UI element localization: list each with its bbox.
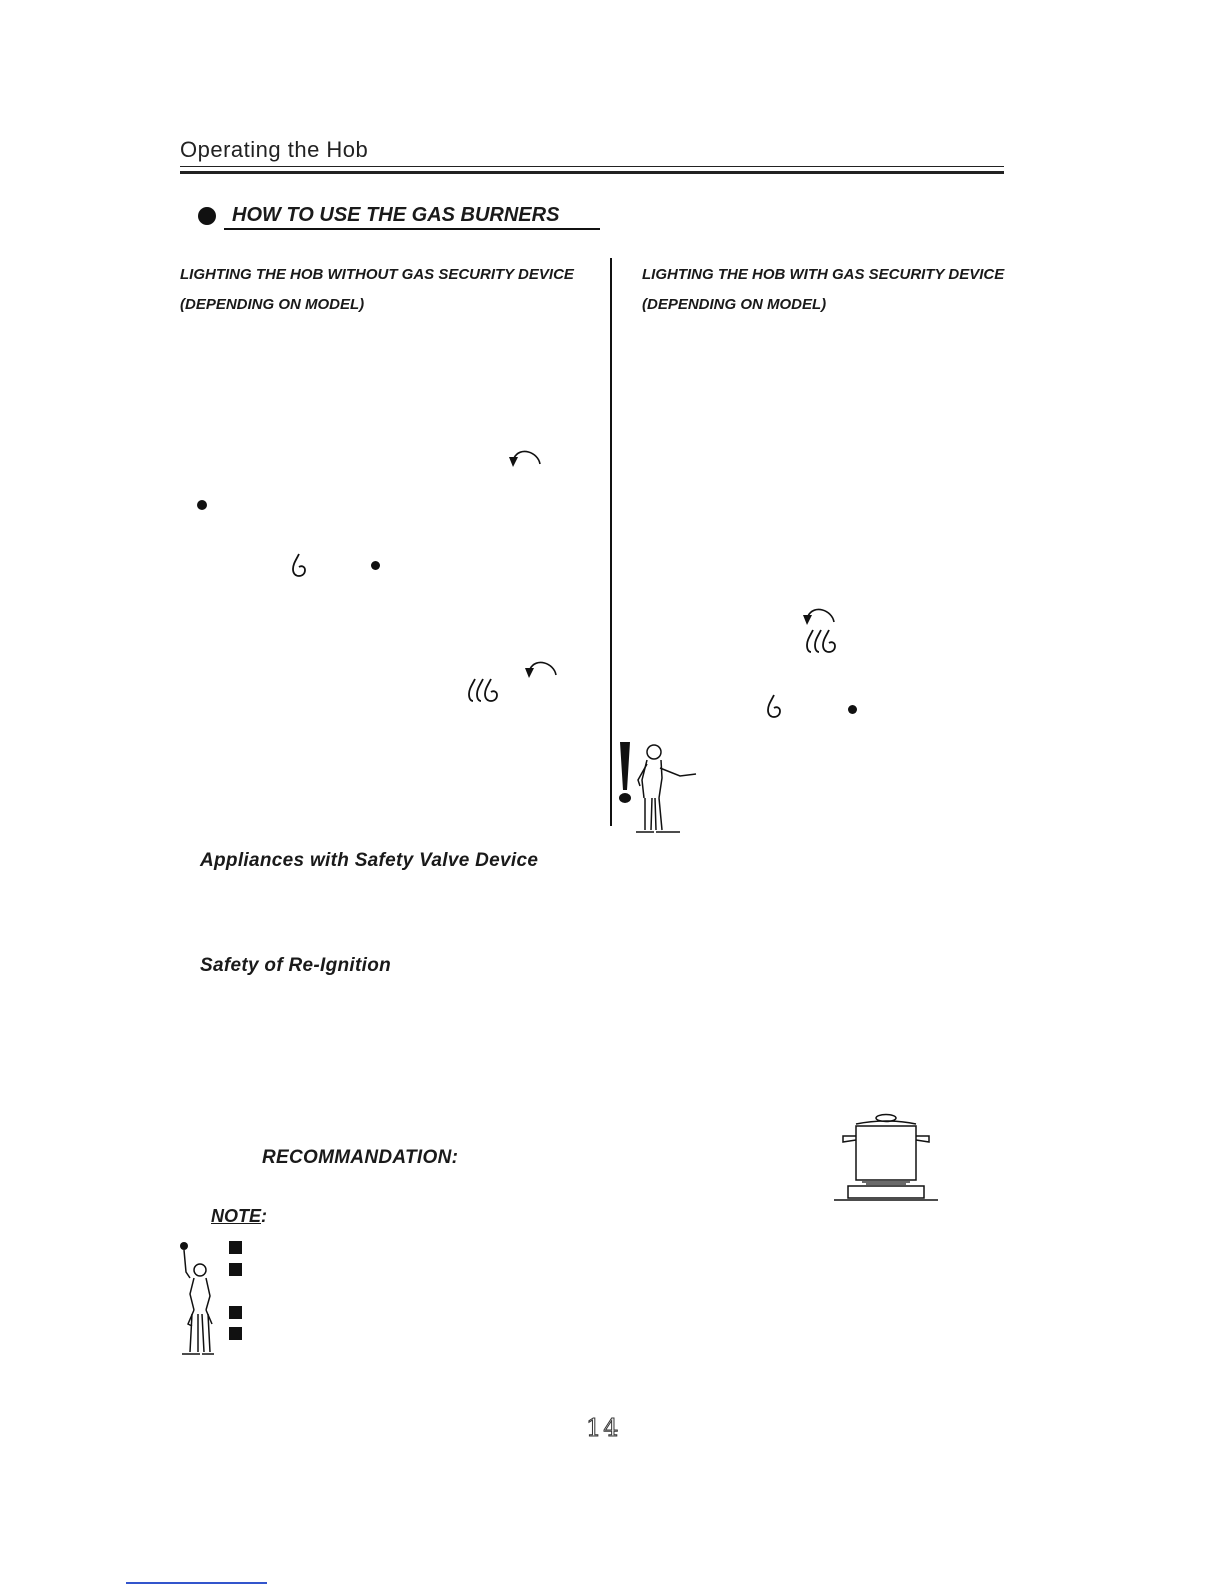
small-flame-icon	[765, 693, 783, 719]
header-rule-thick	[180, 171, 1004, 174]
large-flame-icon	[804, 628, 838, 654]
right-column-subheading: (DEPENDING ON MODEL)	[642, 296, 827, 313]
dot-off-icon	[848, 705, 857, 714]
recommendation-heading: RECOMMANDATION:	[262, 1147, 459, 1168]
warning-figure-icon	[614, 740, 704, 836]
note-label-text: NOTE	[211, 1206, 262, 1226]
section-title-underline	[224, 228, 600, 230]
square-bullet-icon	[229, 1241, 242, 1254]
reignition-heading: Safety of Re-Ignition	[200, 955, 392, 976]
column-divider	[610, 258, 612, 826]
bottom-link-underline	[126, 1582, 267, 1584]
left-column-heading: LIGHTING THE HOB WITHOUT GAS SECURITY DEVICE	[180, 266, 574, 283]
arrow-counterclockwise-icon	[800, 604, 840, 630]
pot-on-burner-icon	[832, 1112, 942, 1204]
page-header-title: Operating the Hob	[180, 137, 369, 162]
arrow-counterclockwise-icon	[522, 657, 562, 683]
dot-off-icon	[371, 561, 380, 570]
page-number: 14	[586, 1414, 621, 1442]
square-bullet-icon	[229, 1306, 242, 1319]
large-flame-icon	[466, 677, 500, 703]
dot-off-icon	[197, 500, 207, 510]
section-title: HOW TO USE THE GAS BURNERS	[232, 204, 560, 226]
left-column-subheading: (DEPENDING ON MODEL)	[180, 296, 365, 313]
note-label-colon: :	[261, 1206, 268, 1226]
section-bullet	[198, 207, 216, 225]
arrow-counterclockwise-icon	[506, 446, 546, 472]
right-column-heading: LIGHTING THE HOB WITH GAS SECURITY DEVICE	[642, 266, 1005, 283]
safety-valve-heading: Appliances with Safety Valve Device	[200, 850, 539, 871]
header-rule-thin	[180, 166, 1004, 167]
pointing-figure-icon	[174, 1240, 218, 1358]
square-bullet-icon	[229, 1263, 242, 1276]
note-label	[211, 1206, 267, 1227]
square-bullet-icon	[229, 1327, 242, 1340]
small-flame-icon	[290, 552, 308, 578]
